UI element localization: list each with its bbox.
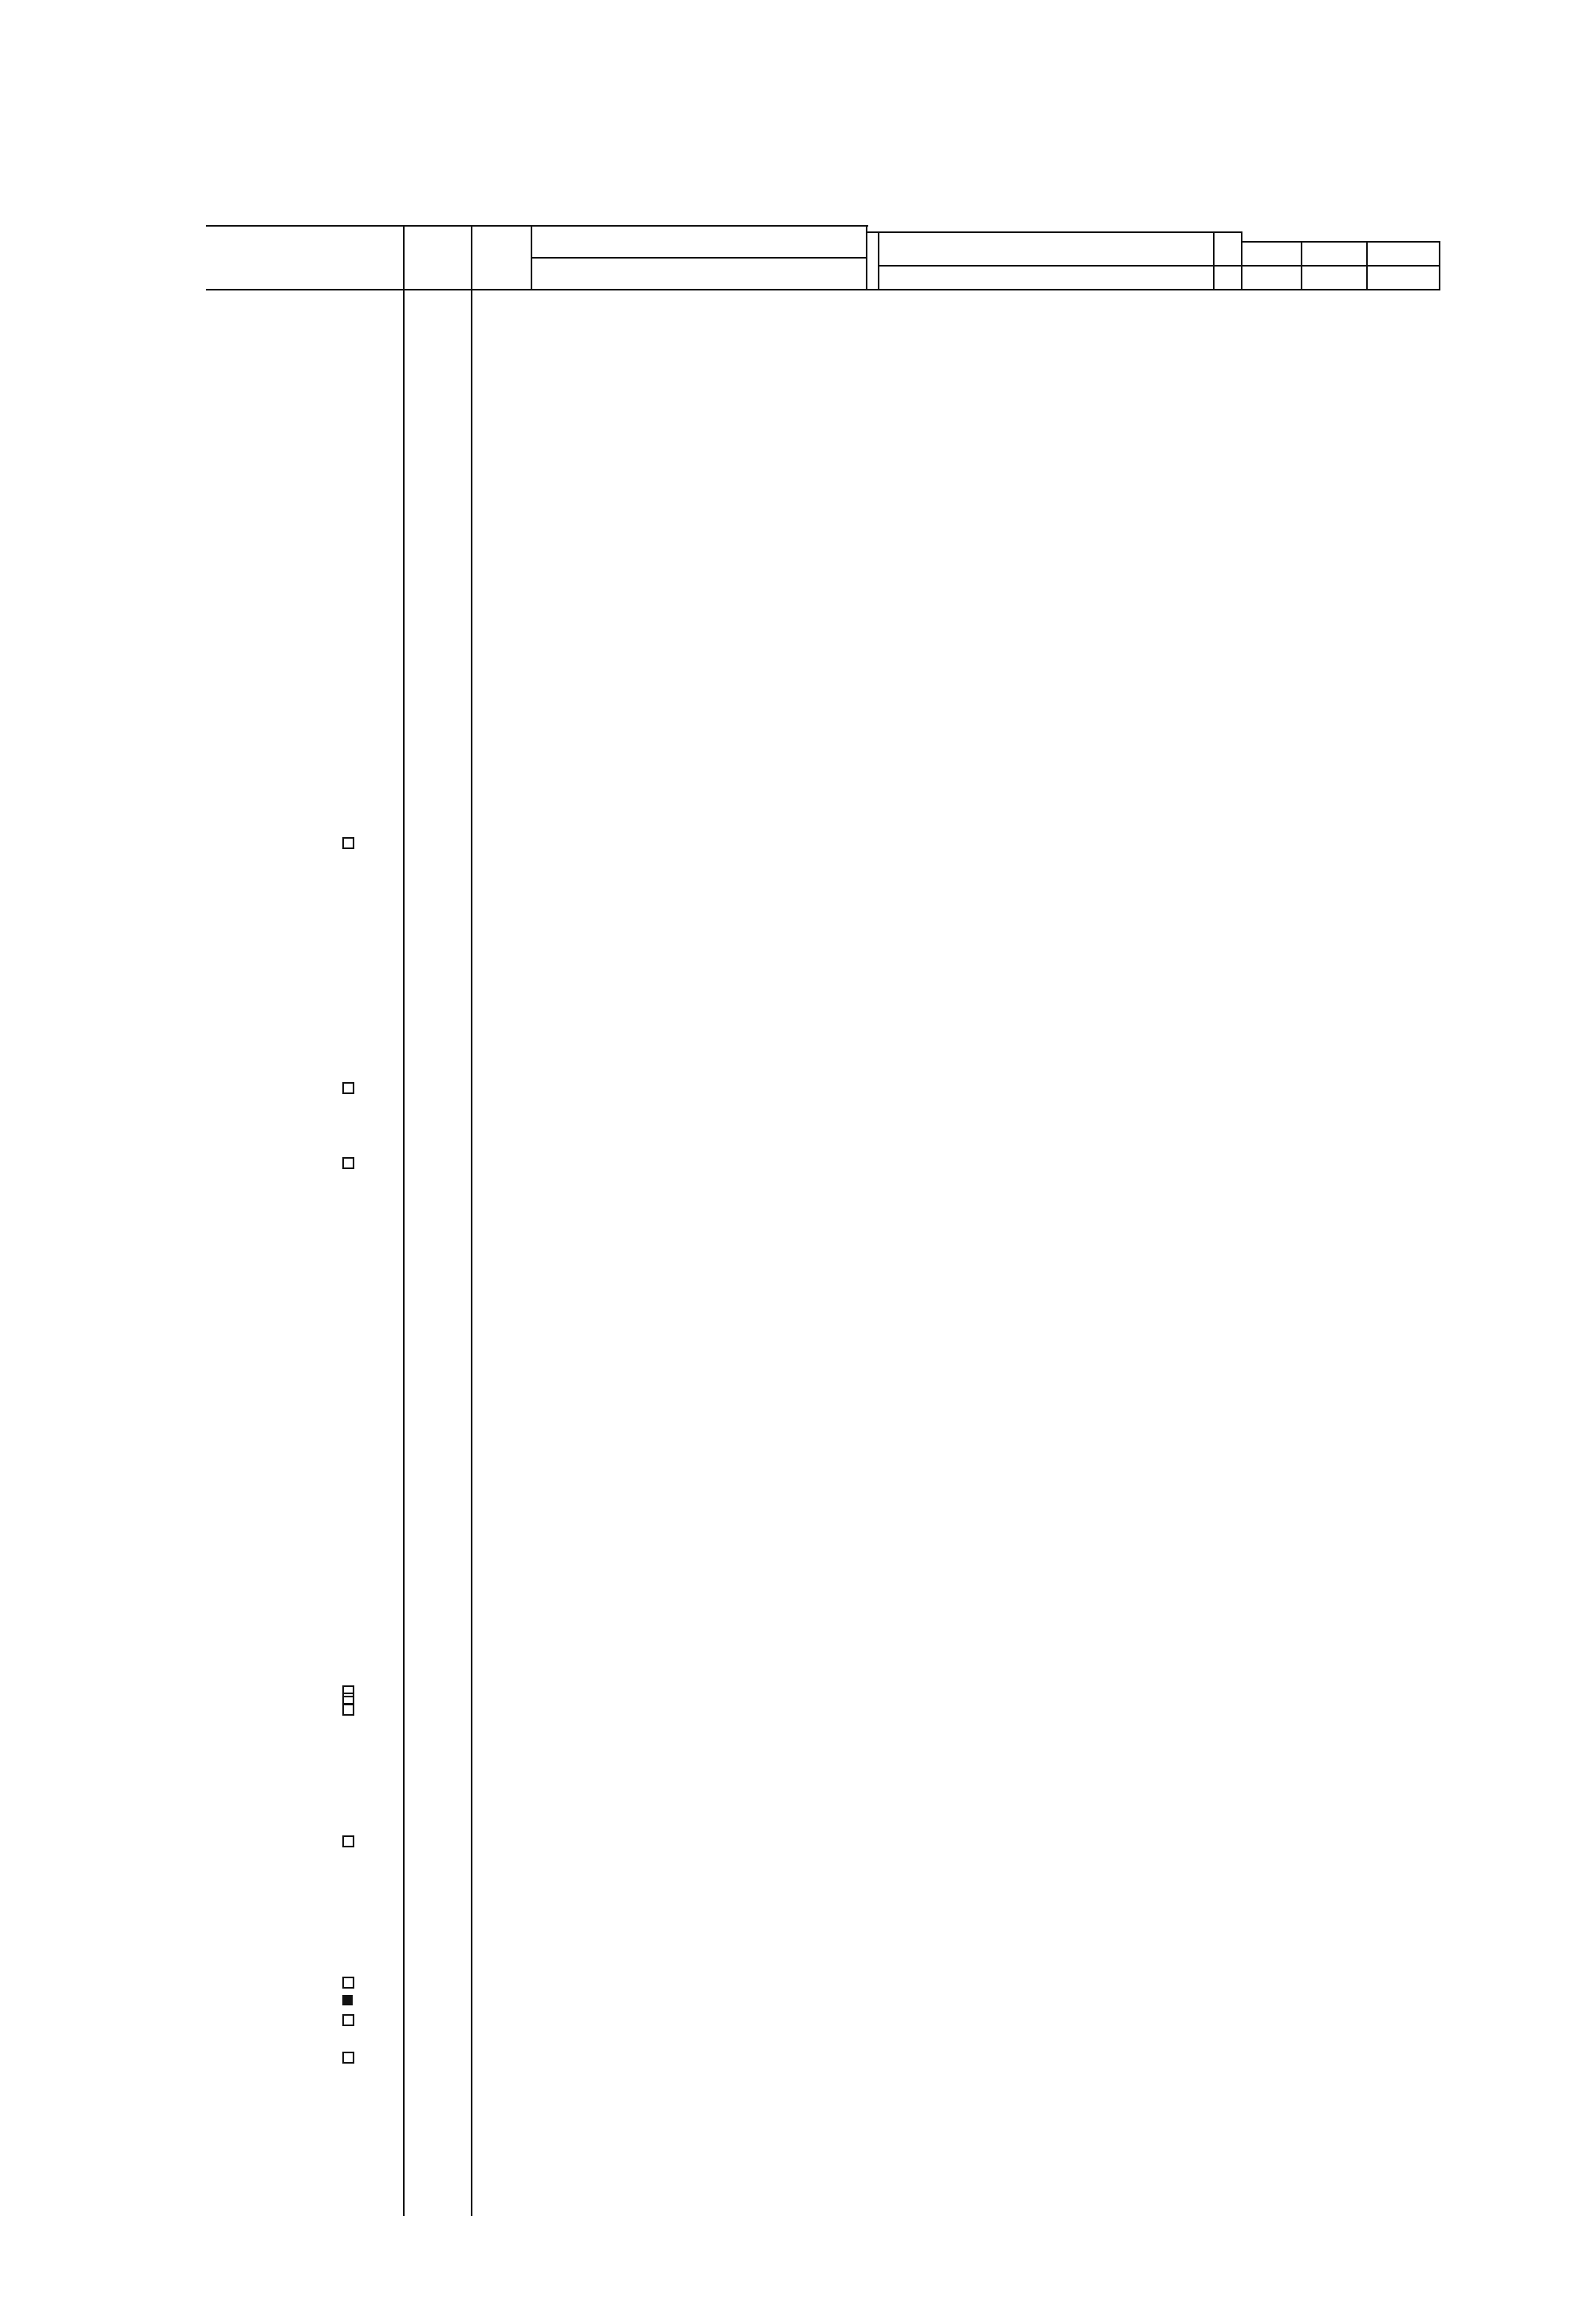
col-ff-2 bbox=[1301, 241, 1302, 289]
open-square-icon bbox=[342, 2014, 354, 2026]
open-square-icon bbox=[342, 1977, 354, 1989]
open-square-icon bbox=[342, 1082, 354, 1094]
open-square-icon bbox=[342, 1685, 354, 1697]
col-12-end bbox=[866, 225, 867, 289]
col-ff-3 bbox=[1366, 241, 1368, 289]
col-15-start bbox=[878, 231, 879, 289]
col-station-end bbox=[403, 225, 405, 2216]
rule-sub-12 bbox=[531, 257, 866, 259]
open-square-icon bbox=[342, 837, 354, 849]
open-square-icon bbox=[342, 1704, 354, 1716]
col-15-end bbox=[1213, 231, 1215, 289]
rule-sub-15 bbox=[878, 265, 1440, 267]
col-hoehe-end bbox=[471, 225, 472, 2216]
filled-square-icon bbox=[342, 1995, 353, 2005]
rule-head-bottom bbox=[206, 289, 1440, 290]
col-rr-end bbox=[1439, 241, 1440, 289]
col-ff-1 bbox=[1241, 231, 1242, 289]
col-iii-end bbox=[531, 225, 532, 289]
rule-top-15 bbox=[866, 231, 1241, 233]
rule-top-right bbox=[1241, 241, 1440, 243]
rule-top bbox=[206, 225, 868, 227]
open-square-icon bbox=[342, 2052, 354, 2064]
open-square-icon bbox=[342, 1157, 354, 1169]
open-square-icon bbox=[342, 1835, 354, 1847]
